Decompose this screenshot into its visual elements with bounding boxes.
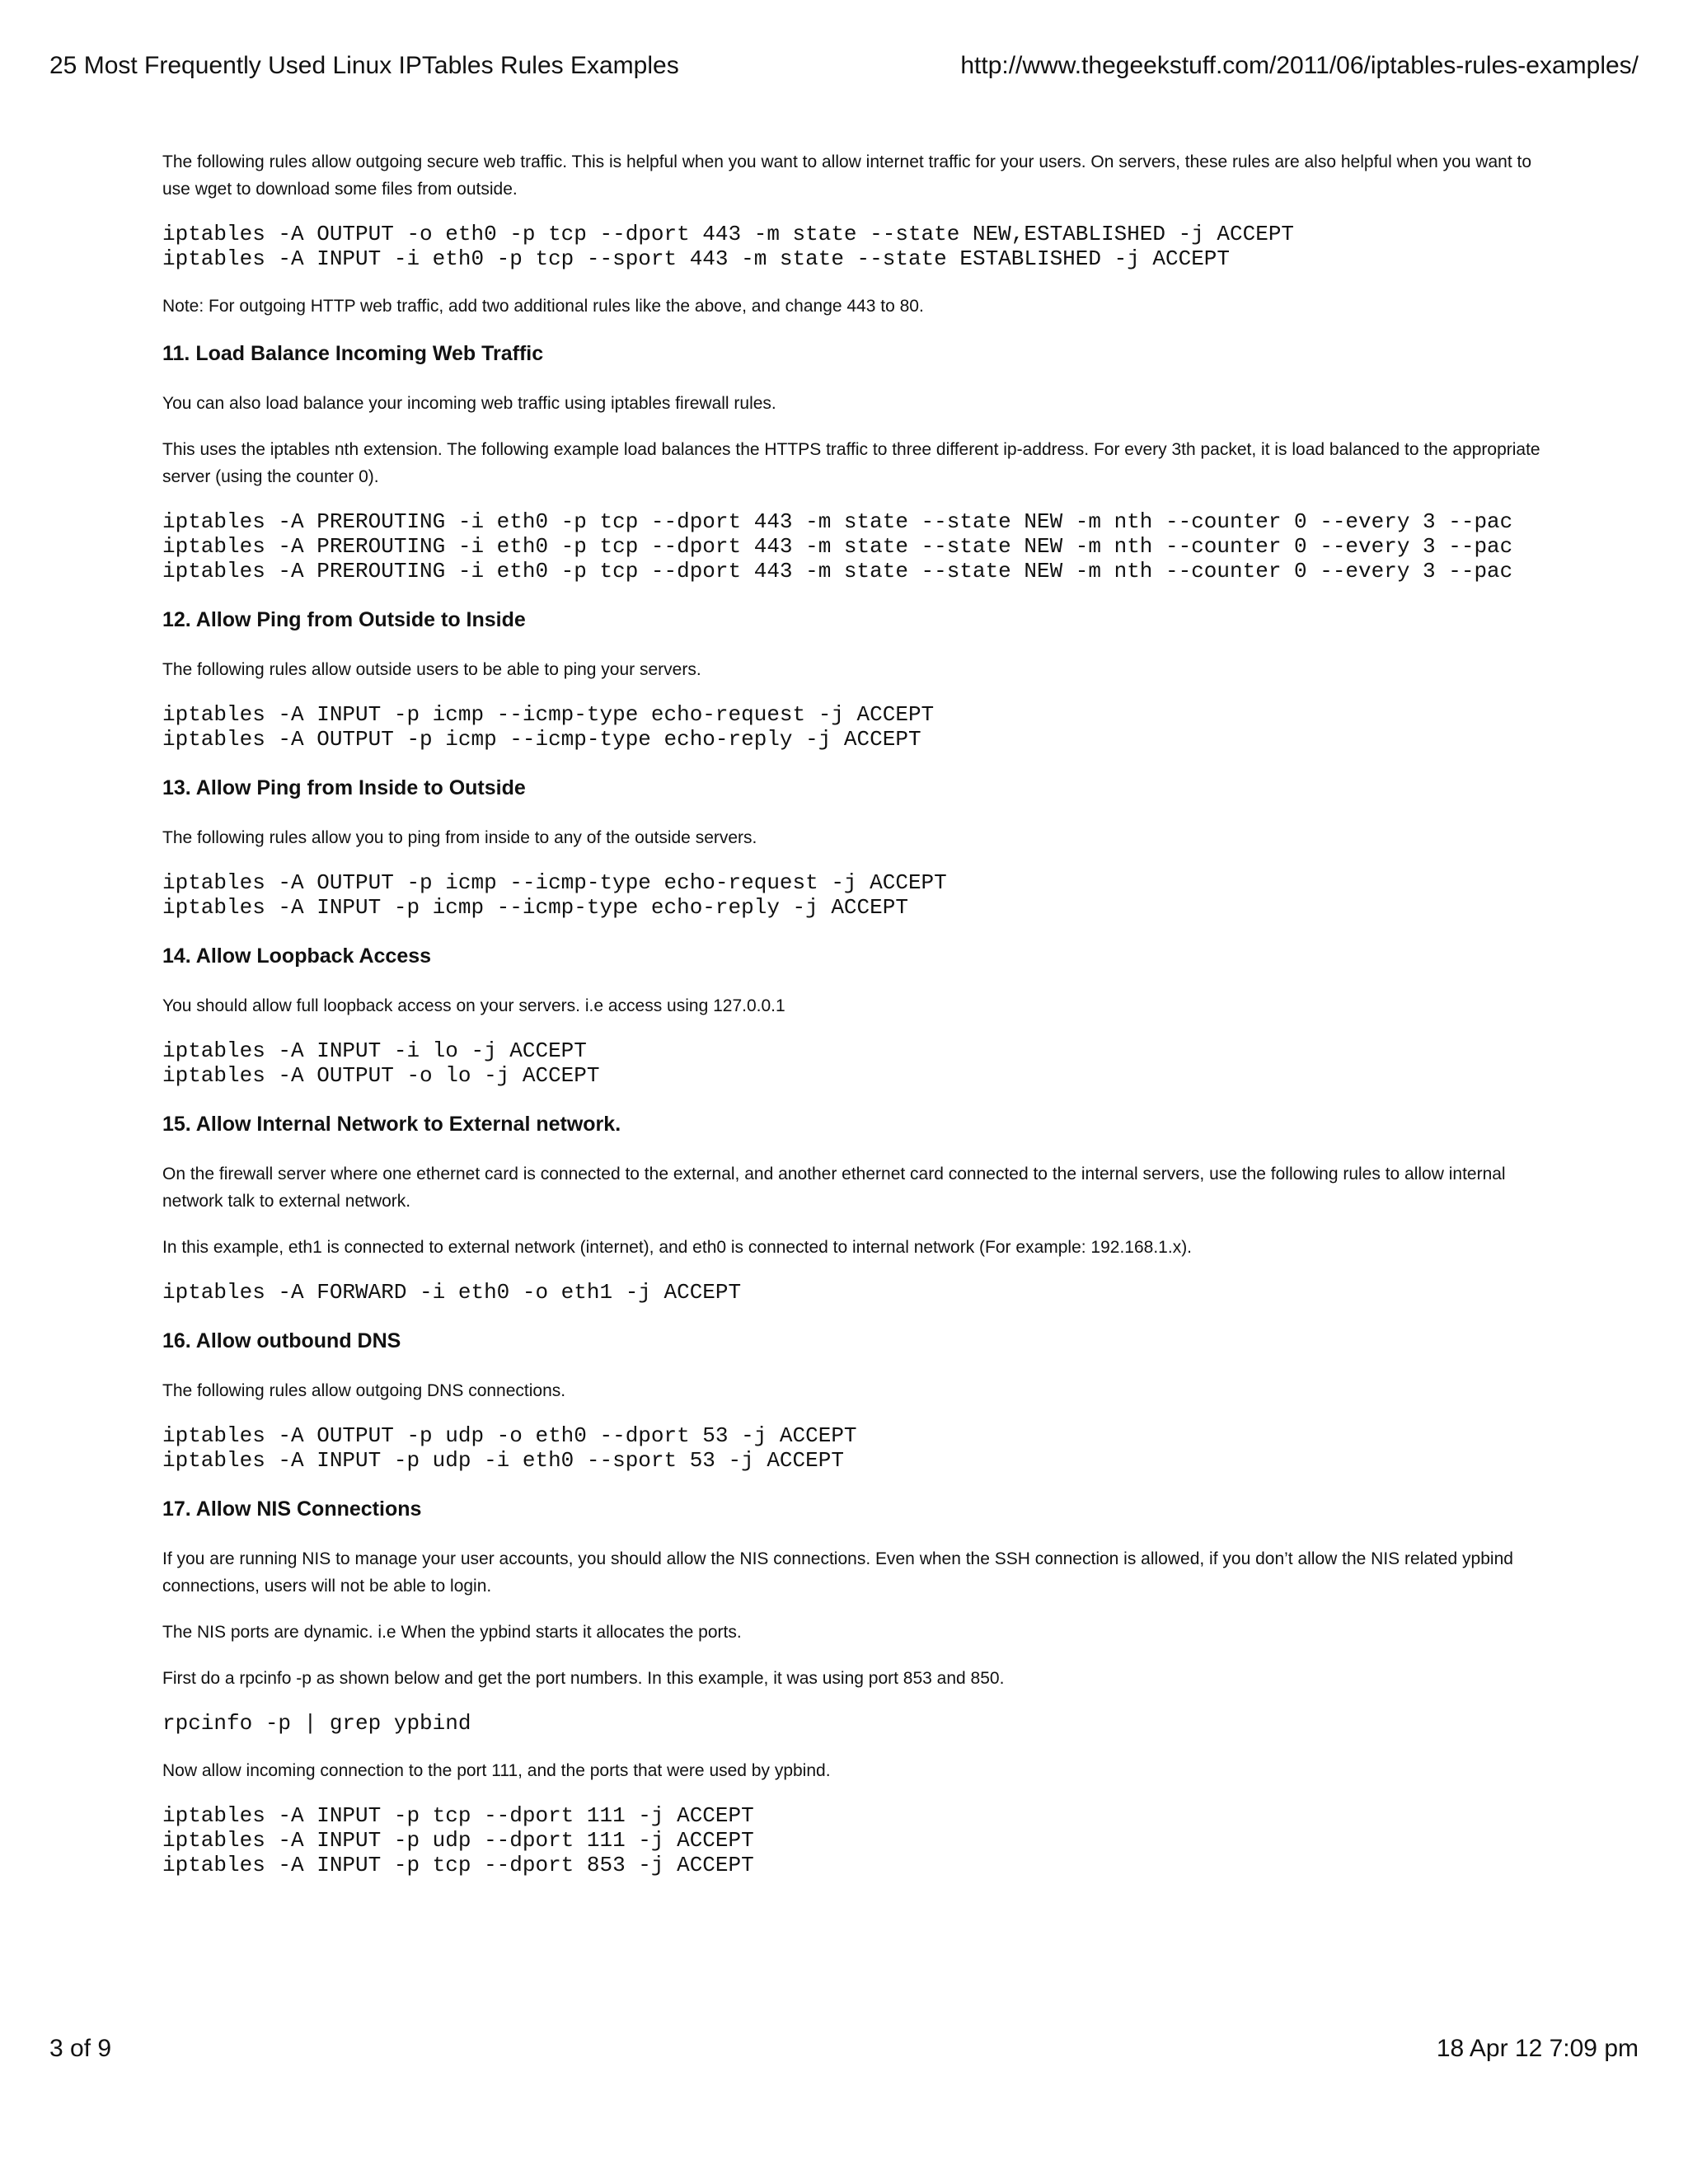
code-line: iptables -A INPUT -p tcp --dport 111 -j ACCEPT bbox=[162, 1803, 754, 1828]
paragraph: The NIS ports are dynamic. i.e When the ypbind starts it allocates the ports. bbox=[162, 1623, 742, 1642]
paragraph: You should allow full loopback access on your servers. i.e access using 127.0.0.1 bbox=[162, 996, 785, 1015]
code-line: iptables -A OUTPUT -p udp -o eth0 --dport 53 -j ACCEPT bbox=[162, 1423, 857, 1448]
paragraph: The following rules allow outside users to be able to ping your servers. bbox=[162, 660, 701, 679]
code-block bbox=[162, 1038, 1547, 1088]
code-block bbox=[162, 1423, 1547, 1473]
code-line: iptables -A OUTPUT -p icmp --icmp-type echo-request -j ACCEPT bbox=[162, 870, 947, 895]
paragraph: If you are running NIS to manage your user accounts, you should allow the NIS connections. Even when the SSH connection is allowed, if you don’t allow the NIS related ypbind connections, users will not be able to login. bbox=[162, 1549, 1518, 1596]
section-heading: 14. Allow Loopback Access bbox=[162, 944, 432, 968]
code-line: iptables -A PREROUTING -i eth0 -p tcp --dport 443 -m state --state NEW -m nth --counter 0 --every 3 --pac bbox=[162, 534, 1513, 559]
section-heading: 13. Allow Ping from Inside to Outside bbox=[162, 776, 526, 799]
paragraph: Note: For outgoing HTTP web traffic, add two additional rules like the above, and change 443 to 80. bbox=[162, 297, 924, 316]
code-block bbox=[162, 1803, 1547, 1877]
code-line: iptables -A PREROUTING -i eth0 -p tcp --dport 443 -m state --state NEW -m nth --counter 0 --every 3 --pac bbox=[162, 509, 1513, 534]
paragraph: The following rules allow outgoing DNS connections. bbox=[162, 1381, 566, 1400]
code-line: iptables -A FORWARD -i eth0 -o eth1 -j ACCEPT bbox=[162, 1280, 742, 1305]
code-line: iptables -A INPUT -p icmp --icmp-type echo-reply -j ACCEPT bbox=[162, 895, 908, 920]
section-heading: 11. Load Balance Incoming Web Traffic bbox=[162, 342, 544, 365]
code-line: iptables -A OUTPUT -p icmp --icmp-type echo-reply -j ACCEPT bbox=[162, 727, 921, 752]
print-datetime: 18 Apr 12 7:09 pm bbox=[1436, 2035, 1639, 2062]
page-number: 3 of 9 bbox=[49, 2035, 112, 2062]
code-line: iptables -A INPUT -p tcp --dport 853 -j ACCEPT bbox=[162, 1853, 754, 1877]
code-line: iptables -A OUTPUT -o eth0 -p tcp --dport 443 -m state --state NEW,ESTABLISHED -j ACCEPT bbox=[162, 222, 1295, 246]
paragraph: In this example, eth1 is connected to external network (internet), and eth0 is connected to internal network (For example: 192.168.1.x). bbox=[162, 1238, 1193, 1257]
code-block bbox=[162, 870, 1547, 920]
code-block bbox=[162, 1711, 1547, 1736]
code-line: iptables -A INPUT -p udp --dport 111 -j ACCEPT bbox=[162, 1828, 754, 1853]
code-line: rpcinfo -p | grep ypbind bbox=[162, 1711, 471, 1736]
paragraph: Now allow incoming connection to the port 111, and the ports that were used by ypbind. bbox=[162, 1761, 831, 1780]
section-heading: 16. Allow outbound DNS bbox=[162, 1329, 401, 1352]
section-heading: 15. Allow Internal Network to External network. bbox=[162, 1113, 621, 1136]
code-block bbox=[162, 222, 1547, 271]
paragraph: The following rules allow outgoing secure web traffic. This is helpful when you want to allow internet traffic for your users. On servers, these rules are also helpful when you want to use wget to download some files from outside. bbox=[162, 152, 1536, 199]
code-line: iptables -A INPUT -p icmp --icmp-type echo-request -j ACCEPT bbox=[162, 702, 935, 727]
paragraph: The following rules allow you to ping from inside to any of the outside servers. bbox=[162, 828, 757, 847]
page-header bbox=[49, 49, 1639, 89]
source-url: http://www.thegeekstuff.com/2011/06/iptables-rules-examples/ bbox=[960, 52, 1639, 79]
section-heading: 12. Allow Ping from Outside to Inside bbox=[162, 608, 526, 631]
document-title: 25 Most Frequently Used Linux IPTables Rules Examples bbox=[49, 52, 679, 79]
code-line: iptables -A INPUT -i lo -j ACCEPT bbox=[162, 1038, 587, 1063]
code-line: iptables -A PREROUTING -i eth0 -p tcp --dport 443 -m state --state NEW -m nth --counter 0 --every 3 --pac bbox=[162, 559, 1513, 583]
page-footer bbox=[49, 2032, 1639, 2072]
code-block bbox=[162, 509, 1547, 583]
paragraph: On the firewall server where one ethernet card is connected to the external, and another ethernet card connected to the internal servers, use the following rules to allow internal network talk to external network. bbox=[162, 1165, 1511, 1211]
section-heading: 17. Allow NIS Connections bbox=[162, 1497, 422, 1521]
code-line: iptables -A INPUT -i eth0 -p tcp --sport 443 -m state --state ESTABLISHED -j ACCEPT bbox=[162, 246, 1231, 271]
paragraph: This uses the iptables nth extension. The following example load balances the HTTPS traffic to three different ip-address. For every 3th packet, it is load balanced to the appropriate server (using the counter 0). bbox=[162, 440, 1545, 486]
code-line: iptables -A OUTPUT -o lo -j ACCEPT bbox=[162, 1063, 600, 1088]
paragraph: You can also load balance your incoming web traffic using iptables firewall rules. bbox=[162, 394, 776, 413]
document-body bbox=[162, 148, 1547, 1961]
code-block bbox=[162, 1280, 1547, 1305]
code-line: iptables -A INPUT -p udp -i eth0 --sport 53 -j ACCEPT bbox=[162, 1448, 844, 1473]
paragraph: First do a rpcinfo -p as shown below and get the port numbers. In this example, it was using port 853 and 850. bbox=[162, 1669, 1005, 1688]
code-block bbox=[162, 702, 1547, 752]
